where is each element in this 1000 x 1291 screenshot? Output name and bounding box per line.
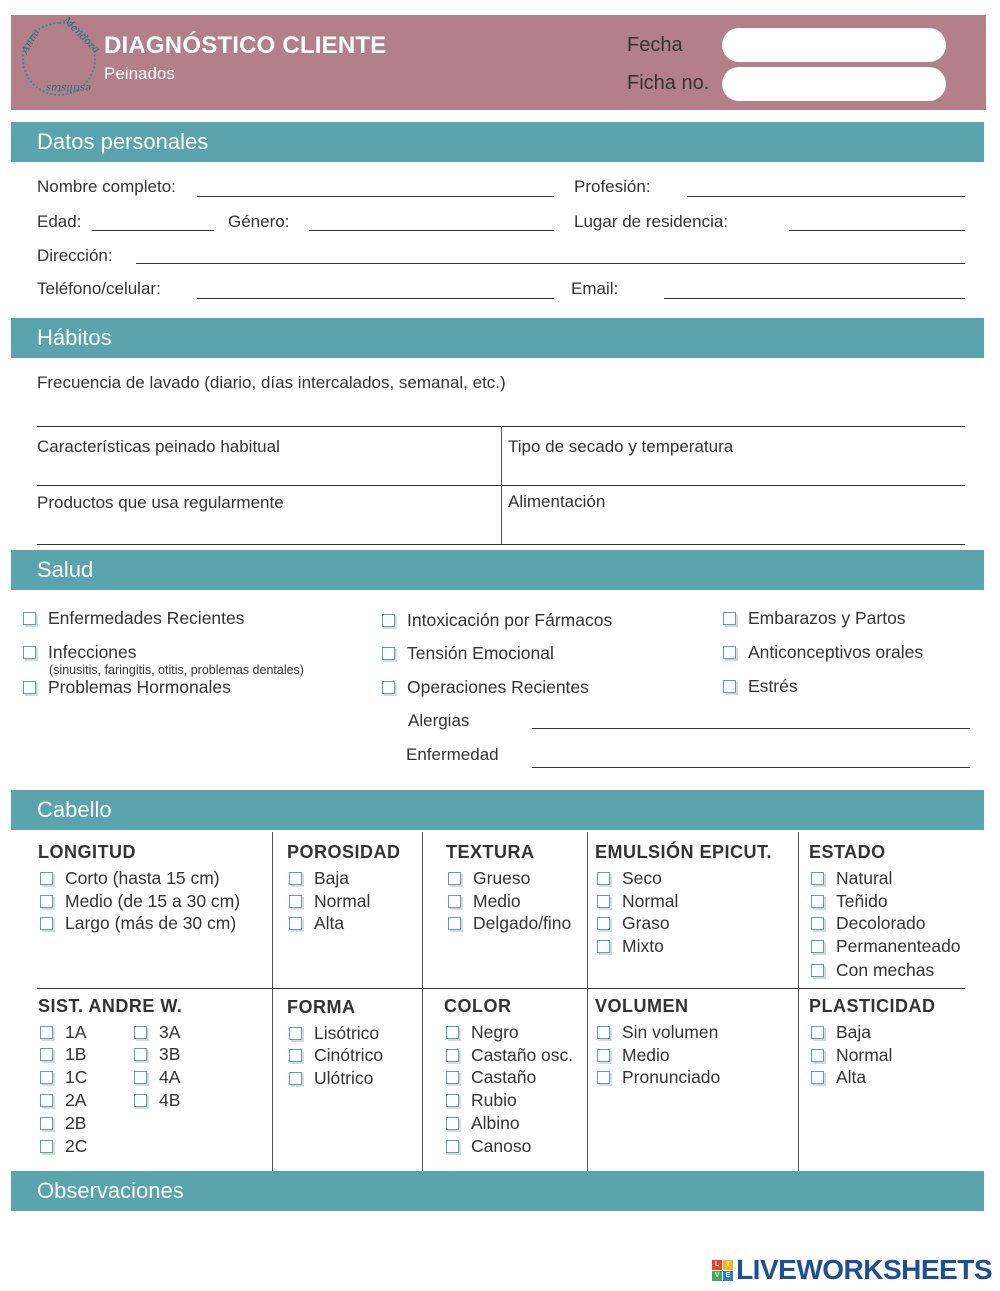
checkbox-icon[interactable] <box>289 1072 302 1085</box>
textura-heading: TEXTURA <box>446 842 535 862</box>
phone-field[interactable] <box>197 298 554 299</box>
drying-label: Tipo de secado y temperatura <box>508 437 734 456</box>
checkbox-icon[interactable] <box>446 1140 459 1153</box>
checkbox-icon[interactable] <box>723 680 736 693</box>
health-option[interactable]: Problemas Hormonales <box>23 677 231 698</box>
volumen-option[interactable]: Sin volumen <box>597 1022 718 1043</box>
checkbox-icon[interactable] <box>446 1026 459 1039</box>
andre-option[interactable]: 2C <box>40 1136 87 1157</box>
habits-row-divider <box>37 485 965 486</box>
emulsion-heading: EMULSIÓN EPICUT. <box>595 842 773 862</box>
checkbox-icon[interactable] <box>23 681 36 694</box>
section-notes: Observaciones <box>11 1171 984 1211</box>
age-label: Edad: <box>37 212 82 231</box>
plasticidad-option[interactable]: Normal <box>811 1045 892 1066</box>
volumen-option[interactable]: Medio <box>597 1045 670 1066</box>
health-option[interactable]: Estrés <box>723 676 798 697</box>
color-option[interactable]: Albino <box>446 1113 520 1134</box>
andre-option[interactable]: 3B <box>134 1044 180 1065</box>
emulsion-option[interactable]: Graso <box>597 913 670 934</box>
habits-bottom-line <box>37 544 965 545</box>
estado-option[interactable]: Decolorado <box>811 913 926 934</box>
checkbox-icon[interactable] <box>597 940 610 953</box>
plasticidad-option[interactable]: Baja <box>811 1022 871 1043</box>
checkbox-icon[interactable] <box>289 917 302 930</box>
liveworksheets-brand <box>712 1254 992 1286</box>
checkbox-icon[interactable] <box>40 1094 53 1107</box>
checkbox-icon[interactable] <box>446 1071 459 1084</box>
section-hair: Cabello <box>11 790 984 830</box>
andre-option[interactable]: 4A <box>134 1067 180 1088</box>
color-option[interactable]: Castaño <box>446 1067 536 1088</box>
food-label: Alimentación <box>508 492 606 511</box>
checkbox-icon[interactable] <box>811 964 824 977</box>
address-label: Dirección: <box>37 246 113 265</box>
disease-label: Enfermedad <box>406 745 499 764</box>
hair-col-divider <box>587 832 588 1171</box>
infections-note: (sinusitis, faringitis, otitis, problemas dentales) <box>49 663 304 677</box>
email-field[interactable] <box>664 298 965 299</box>
logo-text-3: estilistas <box>46 82 91 93</box>
section-health: Salud <box>11 550 984 590</box>
checkbox-icon[interactable] <box>134 1026 147 1039</box>
full-name-field[interactable] <box>197 196 554 197</box>
health-option[interactable]: Intoxicación por Fármacos <box>382 610 612 631</box>
checkbox-icon[interactable] <box>448 895 461 908</box>
checkbox-icon[interactable] <box>382 647 395 660</box>
gender-label: Género: <box>228 212 290 231</box>
hair-row-divider <box>37 988 965 989</box>
checkbox-icon[interactable] <box>134 1048 147 1061</box>
color-heading: COLOR <box>444 996 512 1016</box>
products-label: Productos que usa regularmente <box>37 493 284 512</box>
porosidad-option[interactable]: Normal <box>289 891 370 912</box>
andre-option[interactable]: 2A <box>40 1090 86 1111</box>
plasticidad-option[interactable]: Alta <box>811 1067 866 1088</box>
wash-frequency-label: Frecuencia de lavado (diario, días intercalados, semanal, etc.) <box>37 373 506 392</box>
textura-option[interactable]: Grueso <box>448 868 530 889</box>
porosidad-option[interactable]: Alta <box>289 913 344 934</box>
brand-block: I <box>723 1260 733 1270</box>
checkbox-icon[interactable] <box>597 1071 610 1084</box>
health-option[interactable]: Tensión Emocional <box>382 643 554 664</box>
checkbox-icon[interactable] <box>811 1071 824 1084</box>
forma-option[interactable]: Ulótrico <box>289 1068 373 1089</box>
color-option[interactable]: Castaño osc. <box>446 1045 573 1066</box>
longitud-option[interactable]: Corto (hasta 15 cm) <box>40 868 220 889</box>
checkbox-icon[interactable] <box>448 917 461 930</box>
allergies-label: Alergias <box>408 711 470 730</box>
andre-option[interactable]: 1C <box>40 1067 87 1088</box>
checkbox-icon[interactable] <box>446 1117 459 1130</box>
checkbox-icon[interactable] <box>723 612 736 625</box>
checkbox-icon[interactable] <box>40 1048 53 1061</box>
andre-option[interactable]: 4B <box>134 1090 180 1111</box>
profession-label: Profesión: <box>574 177 651 196</box>
health-option[interactable]: Operaciones Recientes <box>382 677 589 698</box>
phone-label: Teléfono/celular: <box>37 279 161 298</box>
date-field[interactable] <box>722 28 946 62</box>
hair-col-divider <box>272 832 273 1171</box>
file-number-label: Ficha no. <box>627 72 710 94</box>
hair-col-divider <box>422 832 423 1171</box>
address-field[interactable] <box>136 263 965 264</box>
logo-text-2: Mendoza <box>60 15 102 56</box>
logo-text-1: Anna <box>19 27 43 56</box>
estado-option[interactable]: Natural <box>811 868 892 889</box>
checkbox-icon[interactable] <box>811 940 824 953</box>
forma-option[interactable]: Lisótrico <box>289 1023 379 1044</box>
brand-block: E <box>723 1271 733 1281</box>
checkbox-icon[interactable] <box>811 872 824 885</box>
longitud-option[interactable]: Largo (más de 30 cm) <box>40 913 236 934</box>
forma-heading: FORMA <box>287 997 356 1017</box>
page-subtitle: Peinados <box>104 64 175 83</box>
checkbox-icon[interactable] <box>597 917 610 930</box>
estado-option[interactable]: Teñido <box>811 891 888 912</box>
residence-label: Lugar de residencia: <box>574 212 729 231</box>
color-option[interactable]: Rubio <box>446 1090 517 1111</box>
full-name-label: Nombre completo: <box>37 177 176 196</box>
page-title: DIAGNÓSTICO CLIENTE <box>104 32 387 59</box>
health-option[interactable]: Anticonceptivos orales <box>723 642 923 663</box>
porosidad-heading: POROSIDAD <box>287 842 401 862</box>
usual-style-label: Características peinado habitual <box>37 437 280 456</box>
volumen-option[interactable]: Pronunciado <box>597 1067 720 1088</box>
estado-heading: ESTADO <box>809 842 886 862</box>
checkbox-icon[interactable] <box>40 1140 53 1153</box>
profession-field[interactable] <box>687 196 965 197</box>
file-number-field[interactable] <box>722 67 946 101</box>
residence-field[interactable] <box>789 230 965 231</box>
section-personal: Datos personales <box>11 122 984 162</box>
checkbox-icon[interactable] <box>23 646 36 659</box>
checkbox-icon[interactable] <box>289 872 302 885</box>
longitud-option[interactable]: Medio (de 15 a 30 cm) <box>40 891 240 912</box>
age-field[interactable] <box>92 230 214 231</box>
checkbox-icon[interactable] <box>40 1117 53 1130</box>
checkbox-icon[interactable] <box>40 872 53 885</box>
gender-field[interactable] <box>309 230 554 231</box>
emulsion-option[interactable]: Normal <box>597 891 678 912</box>
color-option[interactable]: Canoso <box>446 1136 531 1157</box>
estado-option[interactable]: Con mechas <box>811 960 934 981</box>
checkbox-icon[interactable] <box>382 614 395 627</box>
longitud-heading: LONGITUD <box>38 842 136 862</box>
checkbox-icon[interactable] <box>289 895 302 908</box>
disease-field[interactable] <box>532 767 970 768</box>
volumen-heading: VOLUMEN <box>595 996 689 1016</box>
checkbox-icon[interactable] <box>446 1049 459 1062</box>
checkbox-icon[interactable] <box>597 1026 610 1039</box>
checkbox-icon[interactable] <box>446 1094 459 1107</box>
checkbox-icon[interactable] <box>134 1071 147 1084</box>
brand-text: LIVEWORKSHEETS <box>736 1254 992 1285</box>
allergies-field[interactable] <box>532 728 970 729</box>
porosidad-option[interactable]: Baja <box>289 868 349 889</box>
checkbox-icon[interactable] <box>723 646 736 659</box>
textura-option[interactable]: Delgado/fino <box>448 913 571 934</box>
checkbox-icon[interactable] <box>134 1094 147 1107</box>
brand-block: L <box>712 1260 722 1270</box>
forma-option[interactable]: Cinótrico <box>289 1045 383 1066</box>
health-option[interactable]: Embarazos y Partos <box>723 608 906 629</box>
andre-option[interactable]: 1A <box>40 1022 86 1043</box>
checkbox-icon[interactable] <box>289 1027 302 1040</box>
checkbox-icon[interactable] <box>597 1049 610 1062</box>
textura-option[interactable]: Medio <box>448 891 521 912</box>
andre-heading: SIST. ANDRE W. <box>38 996 183 1016</box>
checkbox-icon[interactable] <box>40 1026 53 1039</box>
color-option[interactable]: Negro <box>446 1022 519 1043</box>
brand-logo-icon <box>712 1260 733 1281</box>
estado-option[interactable]: Permanenteado <box>811 936 961 957</box>
date-label: Fecha <box>627 34 683 56</box>
checkbox-icon[interactable] <box>811 1049 824 1062</box>
section-habits: Hábitos <box>11 318 984 358</box>
checkbox-icon[interactable] <box>382 681 395 694</box>
checkbox-icon[interactable] <box>23 612 36 625</box>
health-option[interactable]: Enfermedades Recientes <box>23 608 245 629</box>
checkbox-icon[interactable] <box>597 895 610 908</box>
email-label: Email: <box>571 279 619 298</box>
hair-col-divider <box>798 832 799 1171</box>
checkbox-icon[interactable] <box>289 1049 302 1062</box>
checkbox-icon[interactable] <box>811 917 824 930</box>
andre-option[interactable]: 2B <box>40 1113 86 1134</box>
emulsion-option[interactable]: Mixto <box>597 936 664 957</box>
checkbox-icon[interactable] <box>40 1071 53 1084</box>
brand-block: V <box>712 1271 722 1281</box>
health-option[interactable]: Infecciones <box>23 642 137 663</box>
andre-option[interactable]: 3A <box>134 1022 180 1043</box>
checkbox-icon[interactable] <box>40 917 53 930</box>
checkbox-icon[interactable] <box>811 1026 824 1039</box>
checkbox-icon[interactable] <box>597 872 610 885</box>
emulsion-option[interactable]: Seco <box>597 868 662 889</box>
checkbox-icon[interactable] <box>40 895 53 908</box>
checkbox-icon[interactable] <box>811 895 824 908</box>
checkbox-icon[interactable] <box>448 872 461 885</box>
plasticidad-heading: PLASTICIDAD <box>809 996 936 1016</box>
andre-option[interactable]: 1B <box>40 1044 86 1065</box>
